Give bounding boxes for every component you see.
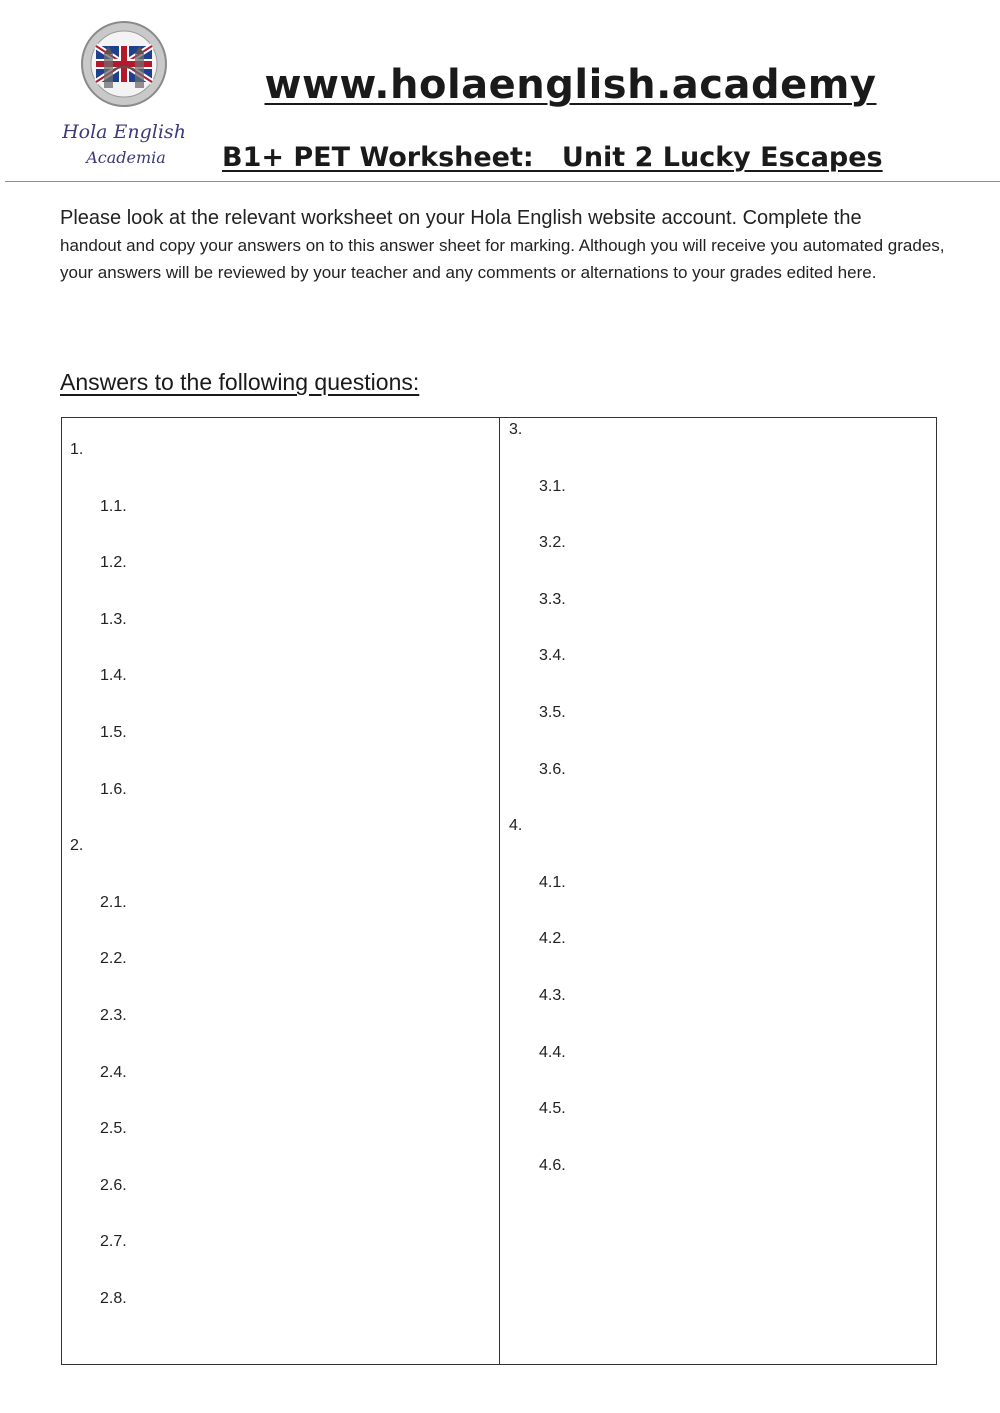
- sub-question-number: 3.2.: [539, 534, 566, 552]
- sub-question-number: 1.2.: [100, 554, 127, 572]
- hola-english-logo: [62, 20, 186, 176]
- sub-question-number: 1.1.: [100, 497, 127, 515]
- sub-question-number: 2.8.: [100, 1290, 127, 1307]
- answers-heading: Answers to the following questions:: [60, 369, 420, 395]
- sub-question-number: 2.2.: [100, 950, 127, 968]
- header-divider: [5, 181, 1000, 182]
- sub-question-number: 4.1.: [539, 873, 566, 891]
- instructions-paragraph: [60, 205, 945, 286]
- sub-question-number: 1.5.: [100, 724, 127, 741]
- sub-question-number: 4.4.: [539, 1043, 566, 1061]
- sub-question-number: 4.2.: [539, 930, 566, 948]
- question-number: 2.: [70, 837, 84, 855]
- sub-question-number: 2.3.: [100, 1007, 127, 1024]
- sub-question-number: 3.4.: [539, 647, 566, 665]
- sub-question-number: 2.4.: [100, 1063, 127, 1081]
- question-number: 3.: [509, 421, 523, 438]
- column-divider: [499, 418, 500, 1364]
- sub-question-number: 4.3.: [539, 987, 566, 1004]
- sub-question-number: 2.7.: [100, 1233, 127, 1251]
- sub-question-number: 1.6.: [100, 780, 127, 798]
- sub-question-number: 4.6.: [539, 1156, 566, 1174]
- sub-question-number: 2.1.: [100, 893, 127, 911]
- sub-question-number: 1.4.: [100, 667, 127, 685]
- logo-script-line1: Hola English: [62, 121, 186, 143]
- question-number: 4.: [509, 817, 523, 835]
- site-url: www.holaenglish.academy: [264, 62, 877, 108]
- instructions-rest: handout and copy your answers on to this answer sheet for marking. Although you will receive you automated grades, your answers will be reviewed by your teacher and any comments or alternations to your grades edited here.: [60, 236, 945, 282]
- sub-question-number: 1.3.: [100, 610, 127, 628]
- question-number: 1.: [70, 441, 84, 458]
- sub-question-number: 3.5.: [539, 704, 566, 721]
- logo-script-line2: Academia: [86, 148, 166, 167]
- sub-question-number: 3.3.: [539, 590, 566, 608]
- sub-question-number: 3.6.: [539, 760, 566, 778]
- answer-table: [61, 417, 937, 1365]
- sub-question-number: 4.5.: [539, 1100, 566, 1118]
- sub-question-number: 2.5.: [100, 1120, 127, 1138]
- sub-question-number: 2.6.: [100, 1176, 127, 1194]
- worksheet-title: B1+ PET Worksheet: Unit 2 Lucky Escapes: [222, 142, 883, 173]
- instructions-first-line: Please look at the relevant worksheet on your Hola English website account. Complete the: [60, 207, 862, 229]
- sub-question-number: 3.1.: [539, 477, 566, 495]
